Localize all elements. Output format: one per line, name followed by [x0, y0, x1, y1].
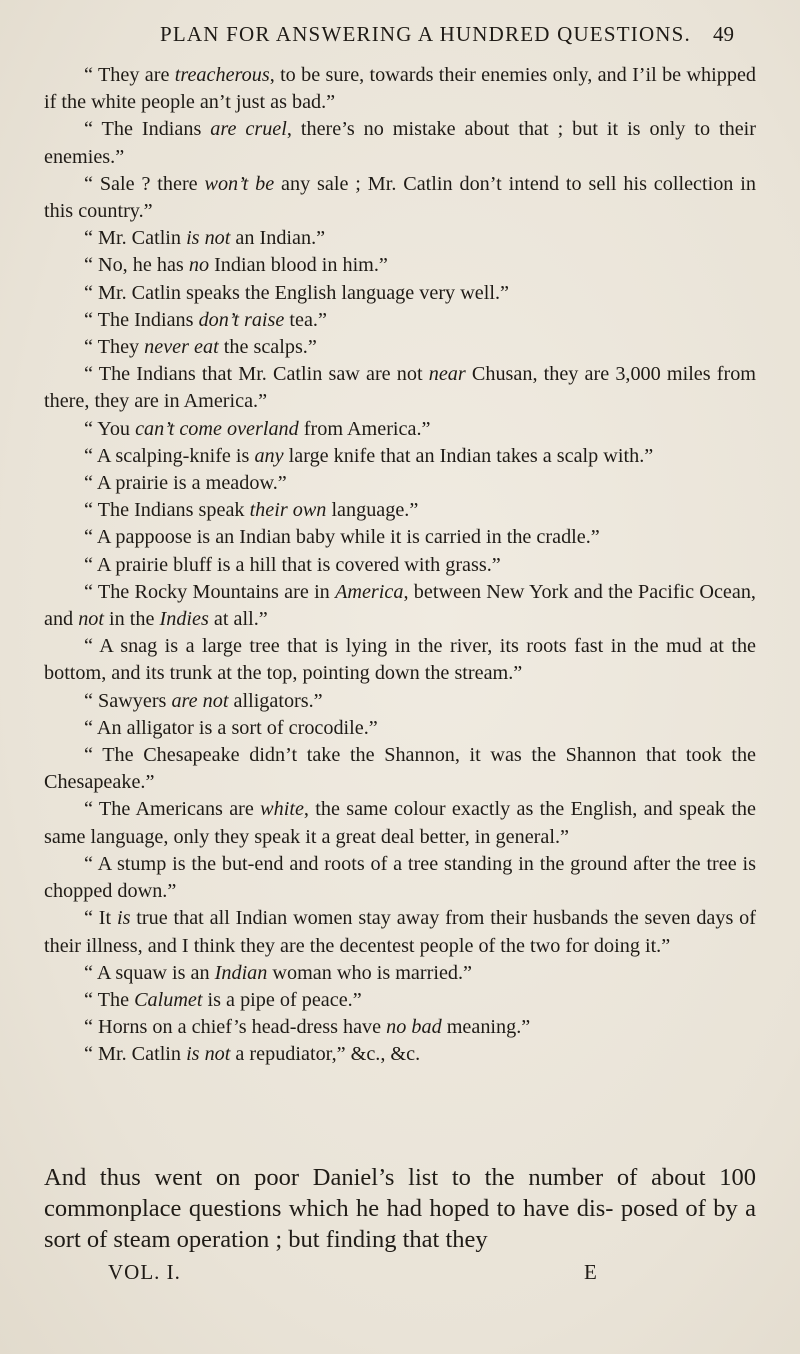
- volume-marker: VOL. I.: [108, 1260, 181, 1284]
- answer-paragraph: “ The Indians are cruel, there’s no mistake about that ; but it is only to their enemies.”: [44, 118, 756, 168]
- page-number: 49: [713, 22, 734, 46]
- answer-paragraph: “ Mr. Catlin speaks the English language very well.”: [84, 281, 509, 304]
- answer-paragraph: “ They never eat the scalps.”: [84, 336, 317, 359]
- answer-paragraph: “ Mr. Catlin is not an Indian.”: [84, 227, 326, 250]
- italic-emphasis: don’t raise: [198, 308, 285, 331]
- italic-emphasis: won’t be: [204, 172, 275, 195]
- italic-emphasis: any: [254, 444, 284, 467]
- italic-emphasis: treacherous: [174, 64, 270, 86]
- answer-paragraph: “ It is true that all Indian women stay away from their husbands the seven days of their illness, and I think they are the decentest people of the two for doing it.”: [44, 907, 756, 957]
- answers-list: [0, 62, 800, 1069]
- answer-paragraph: “ A pappoose is an Indian baby while it is carried in the cradle.”: [84, 526, 600, 549]
- italic-emphasis: no: [188, 254, 210, 277]
- answer-paragraph: “ The Calumet is a pipe of peace.”: [84, 988, 362, 1011]
- answer-paragraph: “ No, he has no Indian blood in him.”: [84, 254, 388, 277]
- answer-paragraph: “ Horns on a chief’s head-dress have no bad meaning.”: [84, 1016, 531, 1039]
- answer-paragraph: “ Sale ? there won’t be any sale ; Mr. Catlin don’t intend to sell his collection in this country.”: [44, 172, 756, 223]
- answer-paragraph: “ A snag is a large tree that is lying in the river, its roots fast in the mud at the bottom, and its trunk at the top, pointing down the stream.”: [44, 635, 756, 685]
- answer-paragraph: “ The Indians that Mr. Catlin saw are not near Chusan, they are 3,000 miles from there, they are in America.”: [44, 363, 756, 413]
- italic-emphasis: never eat: [144, 336, 219, 359]
- answer-paragraph: “ Mr. Catlin is not a repudiator,” &c., &c.: [84, 1043, 421, 1066]
- answer-paragraph: “ A prairie is a meadow.”: [84, 472, 287, 495]
- running-title: PLAN FOR ANSWERING A HUNDRED QUESTIONS.: [160, 22, 691, 46]
- italic-emphasis: their own: [249, 499, 327, 522]
- closing-paragraph: And thus went on poor Daniel’s list to the number of about 100 commonplace questions which he had hoped to have dis- posed of by a sort of steam operation ; but finding that they: [44, 1164, 756, 1253]
- italic-emphasis: are not: [171, 689, 229, 712]
- page-footer: [0, 1260, 800, 1288]
- answer-paragraph: “ The Chesapeake didn’t take the Shannon, it was the Shannon that took the Chesapeake.”: [44, 744, 756, 794]
- answer-paragraph: “ An alligator is a sort of crocodile.”: [84, 716, 378, 739]
- italic-emphasis: near: [428, 363, 466, 386]
- italic-emphasis: white: [260, 798, 304, 821]
- answer-paragraph: “ The Rocky Mountains are in America, between New York and the Pacific Ocean, and not in the Indies at all.”: [44, 580, 756, 631]
- italic-emphasis: Calumet: [134, 988, 203, 1011]
- italic-emphasis: no bad: [386, 1016, 442, 1039]
- answer-paragraph: “ The Indians speak their own language.”: [84, 499, 419, 522]
- running-header: [0, 22, 800, 52]
- answer-paragraph: “ A squaw is an Indian woman who is married.”: [84, 961, 473, 984]
- italic-emphasis: is not: [186, 1043, 231, 1066]
- italic-emphasis: are cruel: [210, 118, 287, 141]
- italic-emphasis: can’t come overland: [135, 417, 299, 440]
- italic-emphasis: Indian: [214, 961, 268, 984]
- italic-emphasis: is: [116, 907, 131, 930]
- italic-emphasis: is not: [186, 227, 231, 250]
- answer-paragraph: “ Sawyers are not alligators.”: [84, 689, 323, 712]
- answer-paragraph: “ You can’t come overland from America.”: [84, 417, 431, 440]
- signature-mark: E: [584, 1260, 597, 1284]
- answer-paragraph: “ The Americans are white, the same colour exactly as the English, and speak the same language, only they speak it a great deal better, in general.”: [44, 798, 756, 848]
- italic-emphasis: America: [335, 580, 404, 603]
- answer-paragraph: “ A scalping-knife is any large knife that an Indian takes a scalp with.”: [84, 444, 654, 467]
- answer-paragraph: “ The Indians don’t raise tea.”: [84, 308, 327, 331]
- answer-paragraph: “ They are treacherous, to be sure, towards their enemies only, and I’il be whipped if the white people an’t just as bad.”: [44, 64, 757, 114]
- answer-paragraph: “ A prairie bluff is a hill that is covered with grass.”: [84, 553, 501, 576]
- answer-paragraph: “ A stump is the but-end and roots of a tree standing in the ground after the tree is chopped down.”: [44, 852, 756, 903]
- italic-emphasis: Indies: [159, 608, 209, 631]
- italic-emphasis: not: [78, 608, 104, 631]
